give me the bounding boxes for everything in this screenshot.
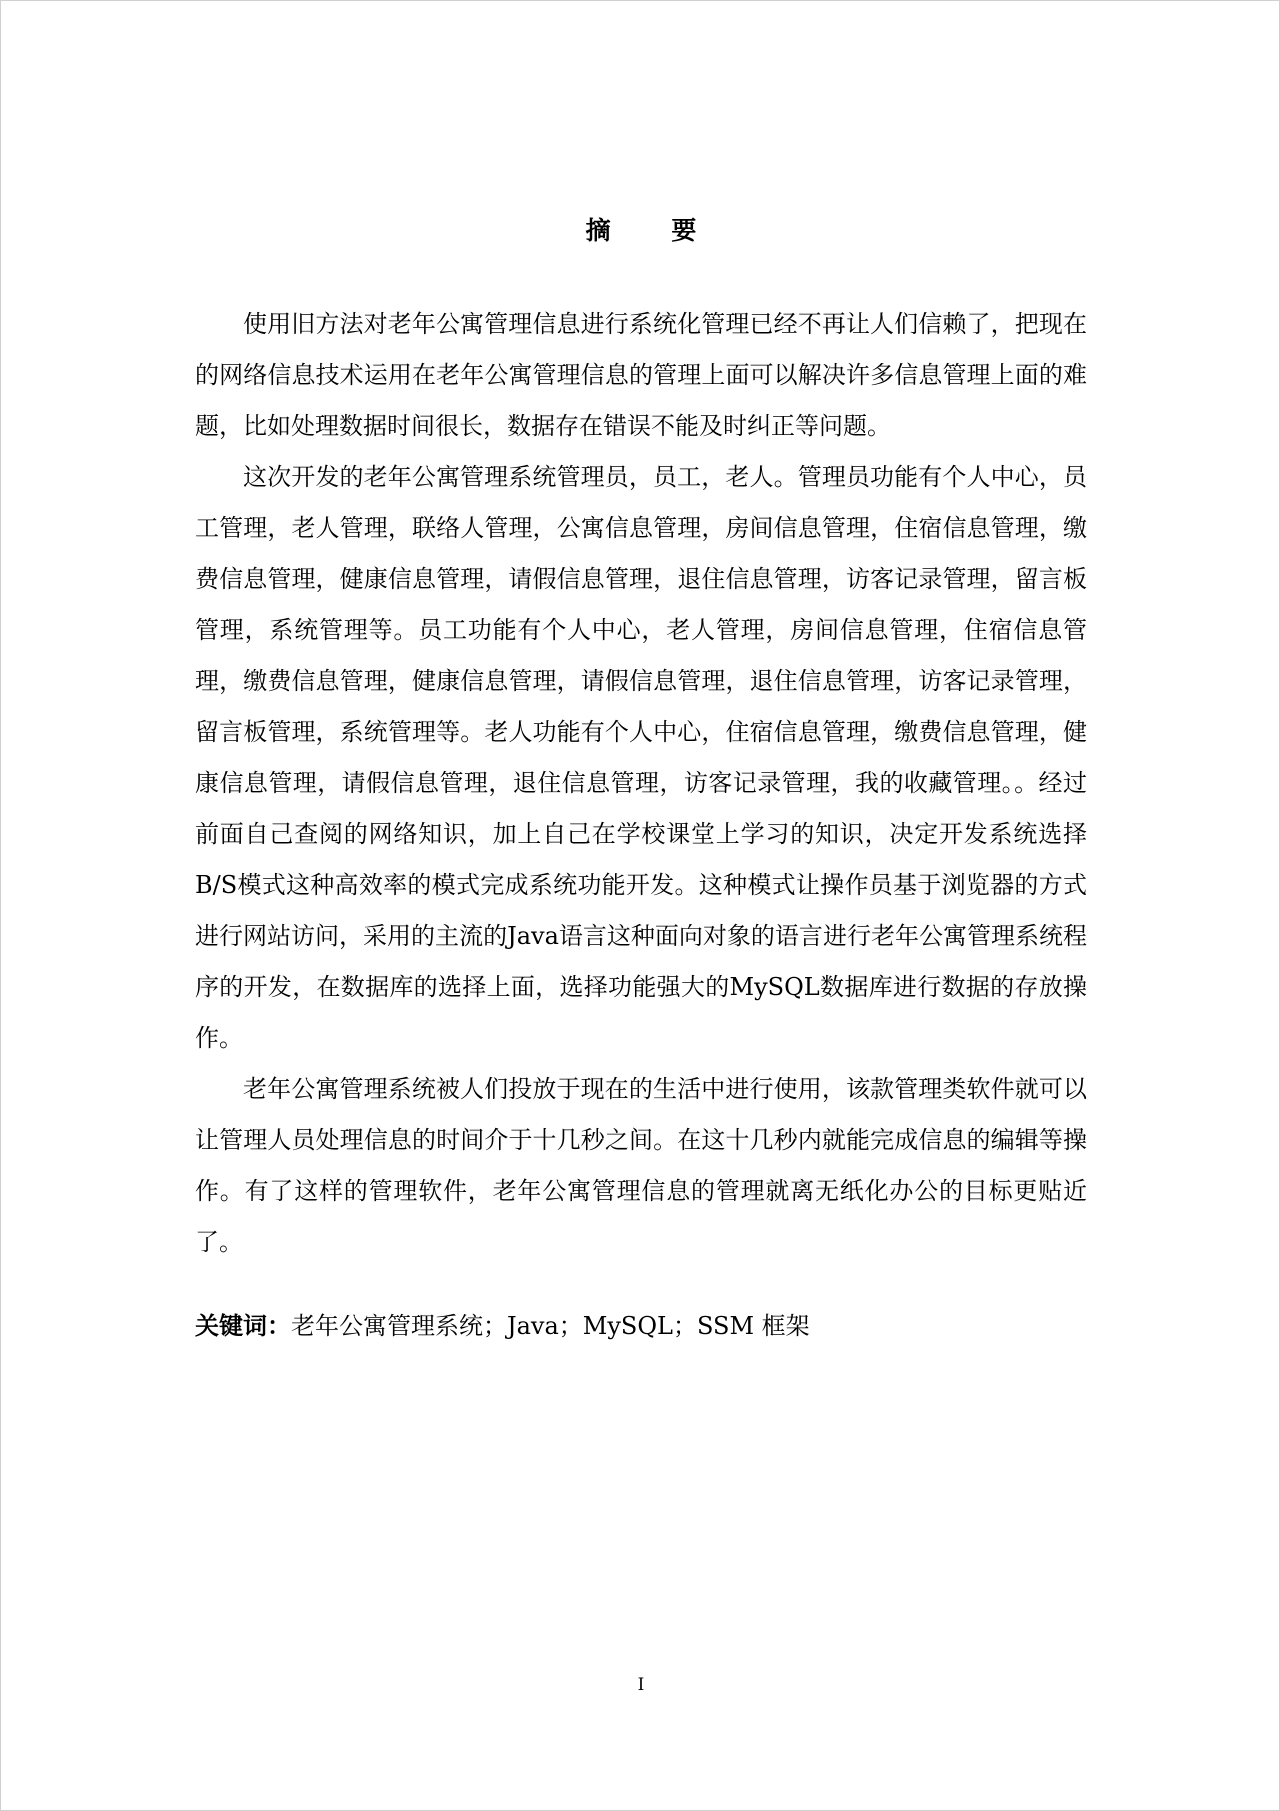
keywords-line xyxy=(195,1306,1087,1346)
keywords-label: 关键词： xyxy=(195,1312,291,1340)
abstract-paragraph-3: 老年公寓管理系统被人们投放于现在的生活中进行使用，该款管理类软件就可以让管理人员处理信息的时间介于十几秒之间。在这十几秒内就能完成信息的编辑等操作。有了这样的管理软件，老年公寓管理信息的管理就离无纸化办公的目标更贴近了。 xyxy=(195,1075,1087,1256)
keywords-value: 老年公寓管理系统；Java；MySQL；SSM 框架 xyxy=(291,1312,810,1340)
page-number: I xyxy=(637,1675,645,1695)
abstract-paragraph-1: 使用旧方法对老年公寓管理信息进行系统化管理已经不再让人们信赖了，把现在的网络信息技术运用在老年公寓管理信息的管理上面可以解决许多信息管理上面的难题，比如处理数据时间很长，数据存在错误不能及时纠正等问题。 xyxy=(195,310,1087,440)
abstract-title: 摘 要 xyxy=(585,216,723,245)
abstract-paragraph-2: 这次开发的老年公寓管理系统管理员，员工，老人。管理员功能有个人中心，员工管理，老人管理，联络人管理，公寓信息管理，房间信息管理，住宿信息管理，缴费信息管理，健康信息管理，请假信息管理，退住信息管理，访客记录管理，留言板管理，系统管理等。员工功能有个人中心，老人管理，房间信息管理，住宿信息管理，缴费信息管理，健康信息管理，请假信息管理，退住信息管理，访客记录管理，留言板管理，系统管理等。老人功能有个人中心，住宿信息管理，缴费信息管理，健康信息管理，请假信息管理，退住信息管理，访客记录管理，我的收藏管理。。经过前面自己查阅的网络知识，加上自己在学校课堂上学习的知识，决定开发系统选择B/S模式这种高效率的模式完成系统功能开发。这种模式让操作员基于浏览器的方式进行网站访问，采用的主流的Java语言这种面向对象的语言进行老年公寓管理系统程序的开发，在数据库的选择上面，选择功能强大的MySQL数据库进行数据的存放操作。 xyxy=(195,463,1087,1052)
abstract-body xyxy=(195,299,1087,1268)
